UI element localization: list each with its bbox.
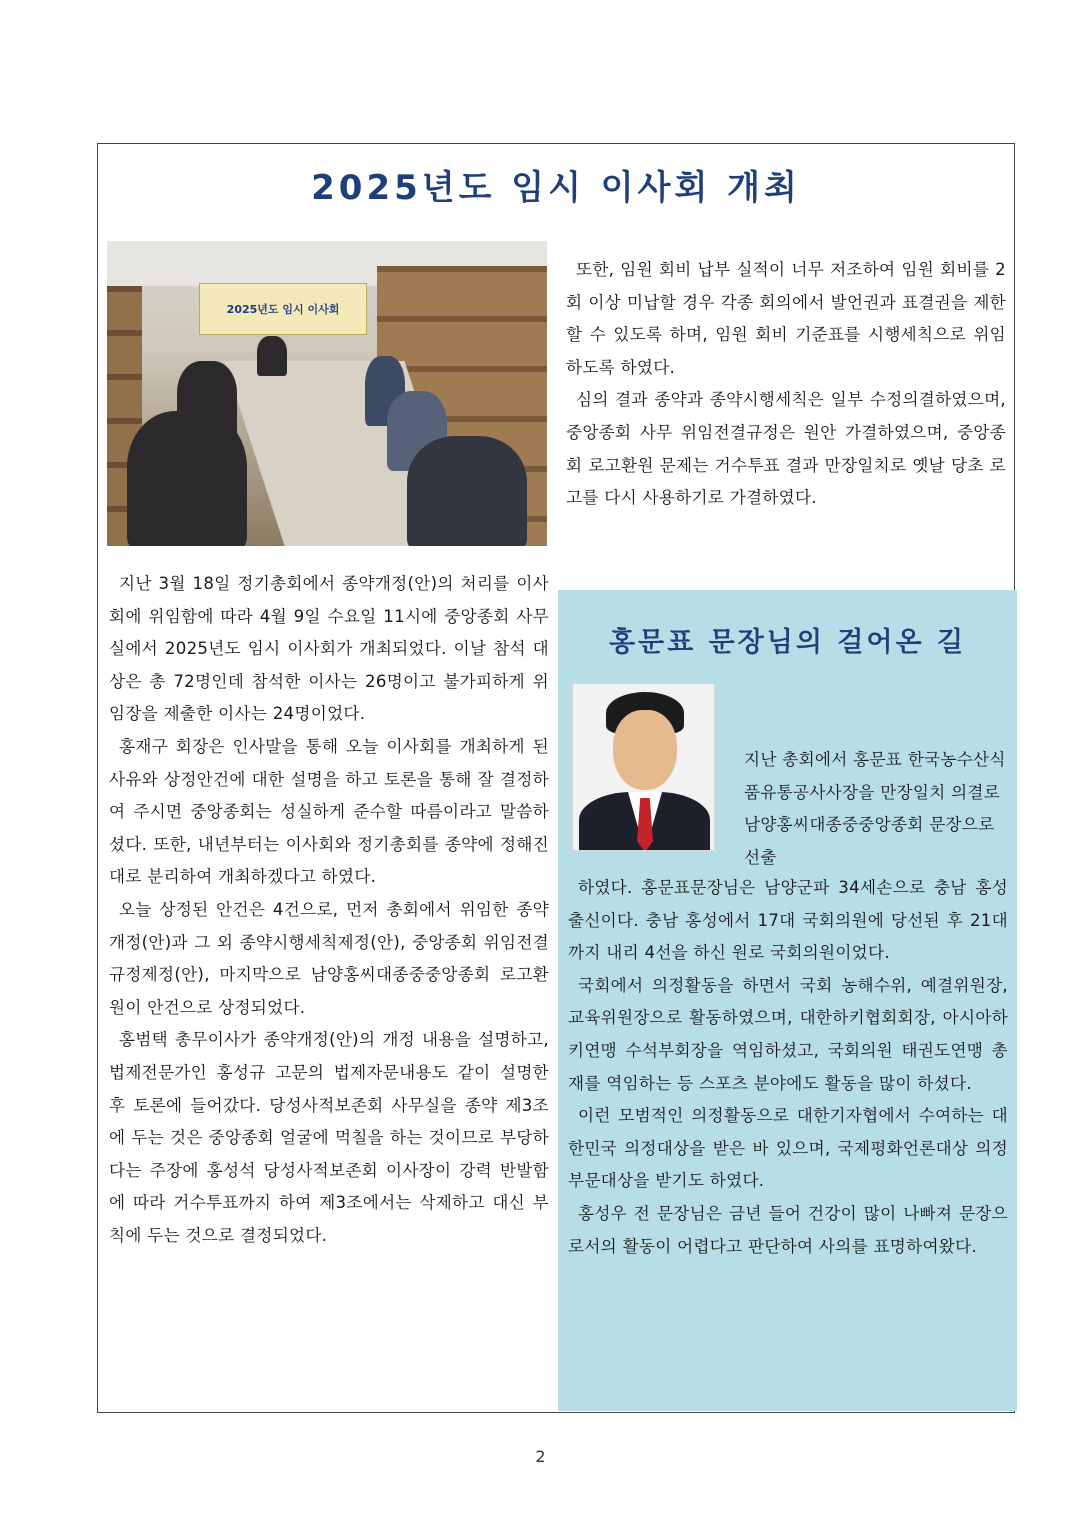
portrait-face bbox=[613, 710, 677, 790]
article-paragraph: 또한, 임원 회비 납부 실적이 너무 저조하여 임원 회비를 2회 이상 미납할 경우 각종 회의에서 발언권과 표결권을 제한할 수 있도록 하며, 임원 회비 기준표를 시행세칙으로 위임하도록 하였다. bbox=[566, 260, 1006, 377]
portrait-photo bbox=[572, 683, 715, 851]
article-paragraph: 심의 결과 종약과 종약시행세칙은 일부 수정의결하였으며, 중앙종회 사무 위임전결규정은 원안 가결하였으며, 중앙종회 로고환원 문제는 거수투표 결과 만장일치로 옛날 당초 로고를 다시 사용하기로 가결하였다. bbox=[566, 390, 1006, 508]
article-paragraph: 홍재구 회장은 인사말을 통해 오늘 이사회를 개최하게 된 사유와 상정안건에 대한 설명을 하고 토론을 통해 잘 결정하여 주시면 중앙종회는 성실하게 준수할 따름이라고 말씀하셨다. 또한, 내년부터는 이사회와 정기총회를 종약에 정해진대로 분리하여 개최하겠다고 하였다. bbox=[109, 736, 549, 887]
page-number: 2 bbox=[535, 1447, 546, 1466]
profile-title: 홍문표 문장님의 걸어온 길 bbox=[608, 627, 967, 658]
photo-banner-text: 2025년도 임시 이사회 bbox=[226, 303, 340, 316]
photo-banner bbox=[199, 283, 367, 335]
photo-person bbox=[257, 336, 287, 376]
article-left-column bbox=[109, 568, 549, 1252]
profile-body bbox=[568, 872, 1008, 1263]
article-paragraph: 홍범택 총무이사가 종약개정(안)의 개정 내용을 설명하고, 법제전문가인 홍성규 고문의 법제자문내용도 같이 설명한 후 토론에 들어갔다. 당성사적보존회 사무실을 종약 제3조에 두는 것은 중앙종회 얼굴에 먹칠을 하는 것이므로 부당하다는 주장에 홍성석 당성사적보존회 이사장이 강력 반발함에 따라 거수투표까지 하여 제3조에서는 삭제하고 대신 부칙에 두는 것으로 결정되었다. bbox=[109, 1030, 550, 1245]
profile-paragraph: 국회에서 의정활동을 하면서 국회 농해수위, 예결위원장, 교육위원장으로 활동하였으며, 대한하키협회회장, 아시아하키연맹 수석부회장을 역임하셨고, 국회의원 태권도연맹 총재를 역임하는 등 스포츠 분야에도 활동을 많이 하셨다. bbox=[568, 975, 1008, 1093]
profile-paragraph: 이런 모범적인 의정활동으로 대한기자협에서 수여하는 대한민국 의정대상을 받은 바 있으며, 국제평화언론대상 의정부문대상을 받기도 하였다. bbox=[568, 1106, 1009, 1191]
meeting-photo bbox=[107, 241, 547, 546]
article-paragraph: 오늘 상정된 안건은 4건으로, 먼저 총회에서 위임한 종약개정(안)과 그 외 종약시행세칙제정(안), 중앙종회 위임전결규정제정(안), 마지막으로 남양홍씨대종중중앙종회 로고환원이 안건으로 상정되었다. bbox=[109, 899, 549, 1017]
profile-paragraph: 홍성우 전 문장님은 금년 들어 건강이 많이 나빠져 문장으로서의 활동이 어렵다고 판단하여 사의를 표명하여왔다. bbox=[568, 1203, 1008, 1256]
profile-paragraph: 하였다. 홍문표문장님은 남양군파 34세손으로 충남 홍성출신이다. 충남 홍성에서 17대 국회의원에 당선된 후 21대까지 내리 4선을 하신 원로 국회의원이었다. bbox=[568, 878, 1008, 963]
photo-person bbox=[407, 436, 527, 546]
profile-intro: 지난 총회에서 홍문표 한국농수산식품유통공사사장을 만장일치 의결로 남양홍씨대종중중앙종회 문장으로 선출 bbox=[744, 750, 1006, 867]
article-paragraph: 지난 3월 18일 정기총회에서 종약개정(안)의 처리를 이사회에 위임함에 따라 4월 9일 수요일 11시에 중앙종회 사무실에서 2025년도 임시 이사회가 개최되었다. 이날 참석 대상은 총 72명인데 참석한 이사는 26명이고 불가피하게 위임장을 제출한 이사는 24명이었다. bbox=[109, 574, 549, 724]
article-right-column bbox=[566, 254, 1006, 515]
article-title: 2025년도 임시 이사회 개최 bbox=[311, 168, 801, 208]
photo-person bbox=[177, 361, 237, 441]
